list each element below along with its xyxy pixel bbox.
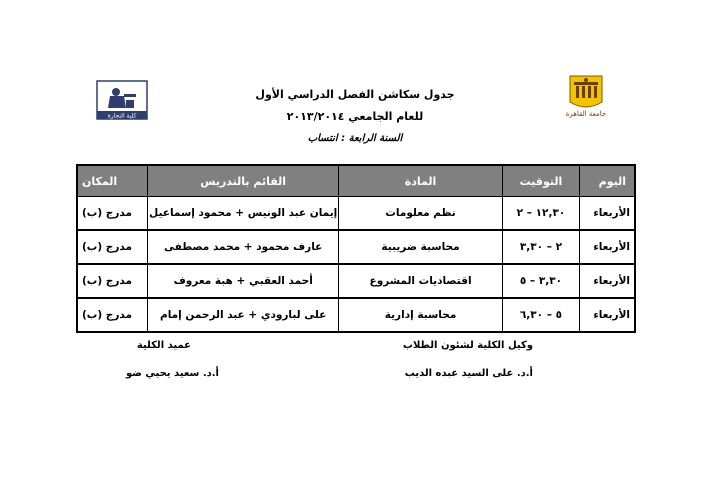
- dean-name: أ.د. سعيد يحيي ضو: [125, 368, 219, 379]
- cell-time: ١٢,٣٠ – ٢: [502, 197, 579, 231]
- cell-instructor: أحمد العقبي + هبة معروف: [148, 264, 339, 298]
- cell-instructor: على لبارودي + عبد الرحمن إمام: [148, 298, 339, 332]
- cell-day: الأربعاء: [580, 298, 635, 332]
- cell-place: مدرج (ب): [77, 264, 148, 298]
- cell-subject: نظم معلومات: [339, 197, 503, 231]
- cell-day: الأربعاء: [580, 230, 635, 264]
- table-row: [77, 230, 635, 264]
- cell-time: ٢ – ٣,٣٠: [502, 230, 579, 264]
- cell-time: ٣,٣٠ – ٥: [502, 264, 579, 298]
- cell-place: مدرج (ب): [77, 230, 148, 264]
- cell-subject: محاسبة ضريبية: [339, 230, 503, 264]
- vice-dean-name: أ.د. على السيد عبده الديب: [404, 368, 533, 379]
- dean-title: عميد الكلية: [136, 340, 191, 351]
- cell-subject: محاسبة إدارية: [339, 298, 503, 332]
- table-row: [77, 298, 635, 332]
- cell-place: مدرج (ب): [77, 197, 148, 231]
- table-header-row: [77, 165, 635, 197]
- cell-day: الأربعاء: [580, 264, 635, 298]
- header-place: المكان: [77, 165, 148, 197]
- cell-time: ٥ – ٦,٣٠: [502, 298, 579, 332]
- year-level: السنة الرابعة : انتساب: [307, 133, 403, 144]
- cairo-university-logo: [562, 72, 610, 118]
- header-day: اليوم: [580, 165, 635, 197]
- cell-day: الأربعاء: [580, 197, 635, 231]
- schedule-table: [76, 164, 636, 333]
- cell-instructor: إيمان عبد الونيس + محمود إسماعيل: [148, 197, 339, 231]
- faculty-commerce-logo: [96, 80, 148, 120]
- cell-place: مدرج (ب): [77, 298, 148, 332]
- schedule-title: جدول سكاشن الفصل الدراسي الأول: [255, 88, 455, 101]
- header-subject: المادة: [339, 165, 503, 197]
- header-time: التوقيت: [502, 165, 579, 197]
- document-header: [240, 84, 470, 150]
- vice-dean-title: وكيل الكلية لشئون الطلاب: [402, 340, 533, 351]
- right-logo-caption: جامعة القاهرة: [565, 110, 607, 118]
- cell-instructor: عارف محمود + محمد مصطفى: [148, 230, 339, 264]
- academic-year: للعام الجامعي ٢٠١٣/٢٠١٤: [286, 110, 424, 123]
- cell-subject: اقتصاديات المشروع: [339, 264, 503, 298]
- left-logo-caption: كلية التجارة: [107, 112, 137, 120]
- header-instructor: القائم بالتدريس: [148, 165, 339, 197]
- table-row: [77, 197, 635, 231]
- table-row: [77, 264, 635, 298]
